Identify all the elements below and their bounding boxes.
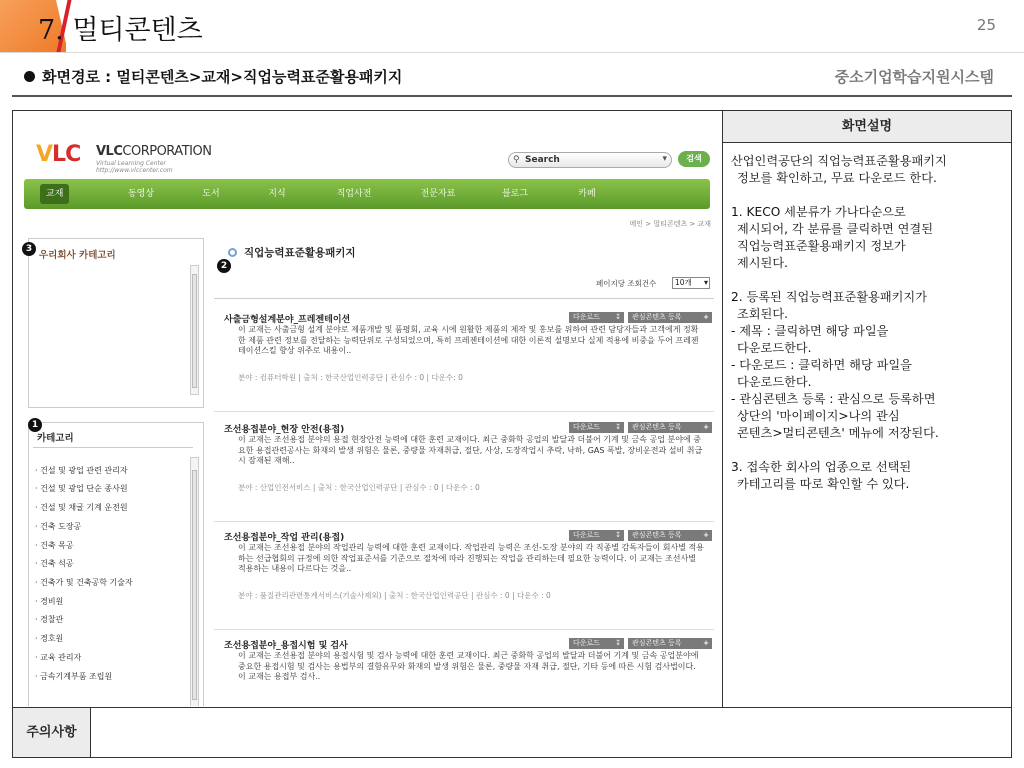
content-item <box>214 518 714 630</box>
plus-icon: + <box>703 639 709 647</box>
marker-2: 2 <box>217 259 231 273</box>
nav-item-job-dictionary[interactable]: 직업사전 <box>336 189 372 199</box>
chevron-down-icon: ▾ <box>662 154 667 164</box>
bullet-icon <box>24 71 35 82</box>
add-interest-button[interactable]: 관심콘텐츠 등록 + <box>628 530 712 541</box>
category-item[interactable]: · 건설 및 채굴 기계 운전원 <box>35 503 128 512</box>
category-item[interactable]: · 경찰관 <box>35 615 64 624</box>
nav-item-expert-data[interactable]: 전문자료 <box>420 189 456 199</box>
nav-item-textbook[interactable]: 교재 <box>40 184 69 204</box>
item-description: 이 교재는 조선용접 분야의 용접 현장안전 능력에 대한 훈련 교재이다. 최근 중화학 공업의 발달과 더불어 기계 및 금속 공업 분야에 중요한 용접관련공사는 화재의 발생 위험은 물론, 중량물 자재취급, 절단, 사상, 도장작업시 추락, 낙하, GAS 폭발, 장비운전과 설비 취급시 잠재된 재해.. <box>238 435 703 465</box>
vlc-logo[interactable]: VLC <box>36 142 81 167</box>
content-item <box>214 626 714 706</box>
notes-divider <box>13 707 1011 708</box>
slide-title: 7. 멀티콘텐츠 <box>38 15 203 46</box>
category-item[interactable]: · 건축 목공 <box>35 541 74 550</box>
header-divider <box>0 52 1024 53</box>
screen-path-row <box>24 66 1000 88</box>
company-category-title: 우리회사 카테고리 <box>39 250 116 261</box>
download-button[interactable]: 다운로드 ↧ <box>569 638 624 649</box>
content-item <box>214 410 714 522</box>
category-item[interactable]: · 금속기계부품 조립원 <box>35 672 113 681</box>
search-button[interactable]: 검색 <box>678 151 710 167</box>
nav-item-blog[interactable]: 블로그 <box>501 189 529 199</box>
item-title[interactable]: 조선용접분야_용접시험 및 검사 <box>224 641 348 651</box>
category-panel <box>28 422 204 706</box>
slide-header <box>0 0 1024 52</box>
title-bullet-icon <box>228 248 237 257</box>
notes-label: 주의사항 <box>13 708 91 757</box>
marker-3: 3 <box>22 242 36 256</box>
nav-item-video[interactable]: 동영상 <box>127 189 155 199</box>
category-item[interactable]: · 건축가 및 건축공학 기술자 <box>35 578 133 587</box>
search-input[interactable]: ⚲ Search ▾ <box>508 152 672 168</box>
screen-path: 화면경로 : 멀티콘텐츠>교재>직업능력표준활용패키지 <box>42 68 403 86</box>
download-icon: ↧ <box>615 423 621 431</box>
add-interest-button[interactable]: 관심콘텐츠 등록 + <box>628 312 712 323</box>
category-item[interactable]: · 경비원 <box>35 597 64 606</box>
add-interest-button[interactable]: 관심콘텐츠 등록 + <box>628 638 712 649</box>
item-meta: 분야 : 컴퓨터학원 | 출처 : 한국산업인력공단 | 관심수 : 0 | 다운수: 0 <box>238 373 463 382</box>
screen-mockup <box>14 112 721 706</box>
company-category-panel <box>28 238 204 408</box>
item-title[interactable]: 사출금형설계분야_프레젠테이션 <box>224 315 351 325</box>
item-description: 이 교재는 조선용접 분야의 작업관리 능력에 대한 훈련 교재이다. 작업관리 능력은 조선-도장 분야의 각 직종별 감독자들이 회사별 적용하는 선급협회의 규정에 의한 작업표준서를 기준으로 절차에 따라 진행되는 작업을 관리하는데 필요한 능력이다. 이 교재는 조선사별 적용하는 내용이 다르다는 것을.. <box>238 543 704 573</box>
main-nav <box>24 179 710 209</box>
search-icon: ⚲ <box>513 155 520 165</box>
description-body: 산업인력공단의 직업능력표준활용패키지 정보를 확인하고, 무료 다운로드 한다. 1. KECO 세분류가 가나다순으로 제시되어, 각 분류를 클릭하면 연결된 직업능력표준활용패키지 정보가 제시된다. 2. 등록된 직업능력표준활용패키지가 조회된다. - 제목 : 클릭하면 해당 파일을 다운로드한다. - 다운로드 : 클릭하면 해당 파일을 다운로드한다. - 관심콘텐츠 등록 : 관심으로 등록하면 상단의 '마이페이지>나의 관심 콘텐츠>멀티콘텐츠' 메뉴에 저장된다. 3. 접속한 회사의 업종으로 선택된 카테고리를 따로 확인할 수 있다. <box>731 154 947 491</box>
plus-icon: + <box>703 313 709 321</box>
item-description: 이 교재는 조선용접 분야의 용접시험 및 검사 능력에 대한 훈련 교재이다. 최근 중화학 공업의 발달과 더불어 기계 및 금속 공업분야에 중요한 용접시험 및 검사는 용법부의 결함유무와 화재의 발생 위험은 물론, 중량물 자재 취급, 절단, 기타 등에 따른 시험 검사법이다. 이 교재는 용접부 검사.. <box>238 651 699 681</box>
category-item[interactable]: · 경호원 <box>35 634 64 643</box>
content-item <box>214 300 714 412</box>
download-button[interactable]: 다운로드 ↧ <box>569 530 624 541</box>
plus-icon: + <box>703 423 709 431</box>
plus-icon: + <box>703 531 709 539</box>
nav-item-cafe[interactable]: 카페 <box>578 189 596 199</box>
item-meta: 분야 : 산업인전서비스 | 출처 : 한국산업인력공단 | 관심수 : 0 | 다운수 : 0 <box>238 483 480 492</box>
download-button[interactable]: 다운로드 ↧ <box>569 312 624 323</box>
per-page-select[interactable]: 10개 ▾ <box>672 277 710 289</box>
system-name: 중소기업학습지원시스템 <box>834 68 994 86</box>
item-title[interactable]: 조선용접분야_작업 관리(용접) <box>224 533 345 543</box>
item-meta: 분야 : 품질관리관련통계서비스(기술사제외) | 출처 : 한국산업인력공단 | 관심수 : 0 | 다운수 : 0 <box>238 591 551 600</box>
category-item[interactable]: · 건설 및 광업 단순 종사원 <box>35 484 128 493</box>
marker-1: 1 <box>28 418 42 432</box>
column-divider <box>722 111 723 707</box>
category-item[interactable]: · 건축 석공 <box>35 559 74 568</box>
download-icon: ↧ <box>615 531 621 539</box>
item-description: 이 교재는 사출금형 설계 분야로 제품개발 및 품평회, 교육 시에 원활한 제품의 제작 및 홍보를 위하여 관련 담당자들과 고객에게 정확한 제품 관련 정보를 전달하는 능력단위로 구성되었으며, 특히 프레젠테이션에 대한 이론적 설명보다 실제 적용에 비중을 두어 프레젠테이션스킬 향상 위주로 내용이.. <box>238 325 699 355</box>
path-divider <box>12 95 1012 97</box>
breadcrumb: 메인 > 멀티콘텐츠 > 교재 <box>629 220 711 228</box>
company-category-scrollbar[interactable] <box>190 265 199 395</box>
content-title: 직업능력표준활용패키지 <box>244 247 356 259</box>
storyboard-frame <box>12 110 1012 758</box>
download-button[interactable]: 다운로드 ↧ <box>569 422 624 433</box>
add-interest-button[interactable]: 관심콘텐츠 등록 + <box>628 422 712 433</box>
nav-item-knowledge[interactable]: 지식 <box>268 189 286 199</box>
list-divider <box>214 298 714 299</box>
description-header: 화면설명 <box>723 111 1011 143</box>
category-scrollbar[interactable] <box>190 457 199 706</box>
page-number: 25 <box>976 16 996 34</box>
category-item[interactable]: · 교육 관리자 <box>35 653 82 662</box>
corp-subtitle: Virtual Learning Center http://www.vlccenter.com <box>96 160 173 174</box>
download-icon: ↧ <box>615 313 621 321</box>
item-title[interactable]: 조선용접분야_현장 안전(용접) <box>224 425 345 435</box>
category-item[interactable]: · 건축 도장공 <box>35 522 82 531</box>
per-page-label: 페이지당 조회건수 <box>596 279 657 288</box>
corp-name: VLCCORPORATION <box>96 144 212 159</box>
nav-item-book[interactable]: 도서 <box>202 189 220 199</box>
category-item[interactable]: · 건설 및 광업 관련 관리자 <box>35 466 128 475</box>
category-title: 카테고리 <box>37 433 74 444</box>
download-icon: ↧ <box>615 639 621 647</box>
